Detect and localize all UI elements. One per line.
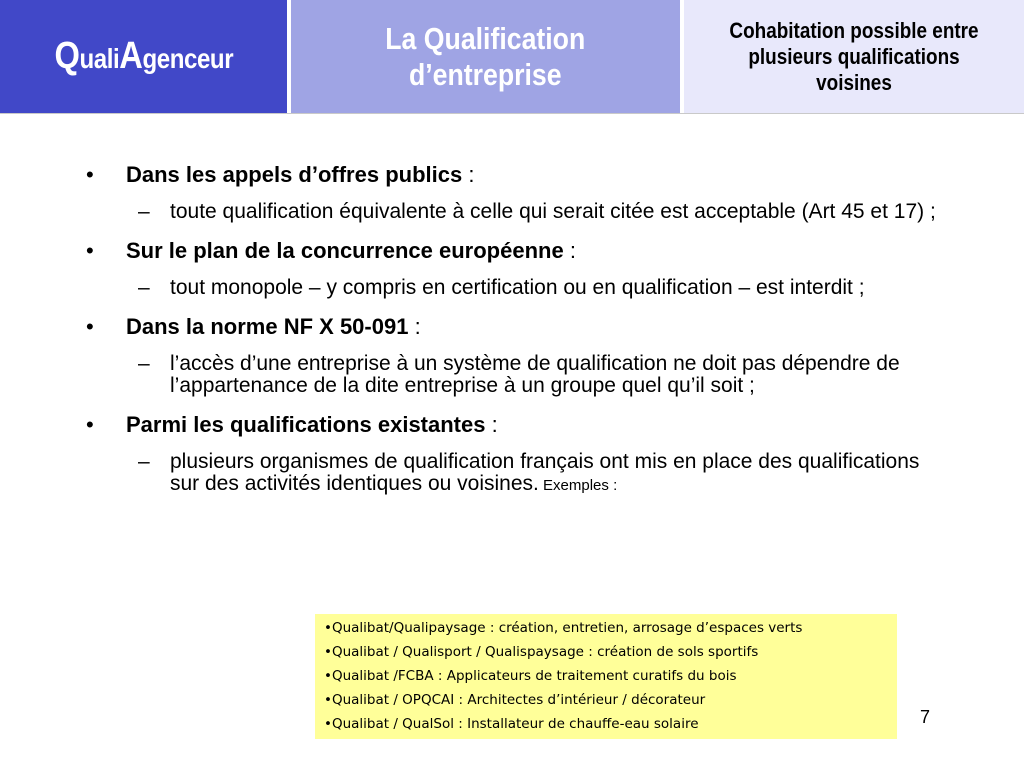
dash-mark: – bbox=[138, 200, 150, 223]
bullet-heading: Dans la norme NF X 50-091 bbox=[126, 314, 409, 339]
slide-body bbox=[83, 163, 953, 513]
sub-bullet-norme bbox=[83, 353, 953, 397]
bullet-heading: Parmi les qualifications existantes bbox=[126, 412, 486, 437]
bullet-norme bbox=[83, 315, 953, 339]
sub-bullet-text: toute qualification équivalente à celle qui serait citée est acceptable (Art 45 et 17) ; bbox=[170, 200, 936, 223]
bullet-concurrence bbox=[83, 239, 953, 263]
sub-bullet-text: l’accès d’une entreprise à un système de qualification ne doit pas dépendre de l’appartenance de la dite entreprise à un groupe quel qu’il soit ; bbox=[170, 352, 900, 397]
page-number: 7 bbox=[920, 707, 931, 727]
example-item: •Qualibat / Qualisport / Qualispaysage : création de sols sportifs bbox=[324, 644, 759, 660]
title-banner bbox=[291, 0, 680, 113]
slide-subtitle-line-3: voisines bbox=[816, 69, 892, 95]
dash-mark: – bbox=[138, 276, 150, 299]
header-divider bbox=[0, 113, 1024, 114]
bullet-mark: • bbox=[86, 238, 94, 263]
slide-title-line-1: La Qualification bbox=[385, 20, 586, 56]
slide-subtitle-line-2: plusieurs qualifications bbox=[748, 43, 960, 69]
logo-banner bbox=[0, 0, 287, 113]
slide-subtitle bbox=[708, 18, 1000, 96]
dash-mark: – bbox=[138, 352, 150, 375]
sub-bullet-qualifications bbox=[83, 451, 953, 497]
bullet-colon: : bbox=[408, 314, 421, 339]
qualiagenceur-logo: QualiAgenceur bbox=[54, 35, 233, 77]
sub-bullet-text: plusieurs organismes de qualification français ont mis en place des qualifications sur des activités identiques ou voisines. bbox=[170, 450, 920, 495]
slide-title bbox=[386, 21, 586, 93]
dash-mark: – bbox=[138, 450, 150, 473]
bullet-mark: • bbox=[86, 412, 94, 437]
bullet-colon: : bbox=[485, 412, 498, 437]
bullet-mark: • bbox=[86, 162, 94, 187]
example-item: •Qualibat/Qualipaysage : création, entretien, arrosage d’espaces verts bbox=[324, 620, 803, 636]
examples-label: Exemples : bbox=[538, 477, 618, 494]
bullet-colon: : bbox=[563, 238, 576, 263]
subtitle-banner bbox=[684, 0, 1024, 113]
sub-bullet-appels-offres bbox=[83, 201, 953, 223]
examples-box bbox=[315, 614, 897, 739]
example-item: •Qualibat / QualSol : Installateur de chauffe-eau solaire bbox=[324, 716, 699, 732]
bullet-heading: Sur le plan de la concurrence européenne bbox=[126, 238, 564, 263]
slide-subtitle-line-1: Cohabitation possible entre bbox=[729, 17, 979, 43]
sub-bullet-concurrence bbox=[83, 277, 953, 299]
bullet-heading: Dans les appels d’offres publics bbox=[126, 162, 463, 187]
slide-header bbox=[0, 0, 1024, 113]
example-item: •Qualibat /FCBA : Applicateurs de traitement curatifs du bois bbox=[324, 668, 737, 684]
bullet-qualifications bbox=[83, 413, 953, 437]
bullet-colon: : bbox=[462, 162, 475, 187]
slide-title-line-2: d’entreprise bbox=[409, 56, 562, 92]
bullet-appels-offres bbox=[83, 163, 953, 187]
example-item: •Qualibat / OPQCAI : Architectes d’intérieur / décorateur bbox=[324, 692, 706, 708]
sub-bullet-text: tout monopole – y compris en certification ou en qualification – est interdit ; bbox=[170, 276, 865, 299]
bullet-mark: • bbox=[86, 314, 94, 339]
